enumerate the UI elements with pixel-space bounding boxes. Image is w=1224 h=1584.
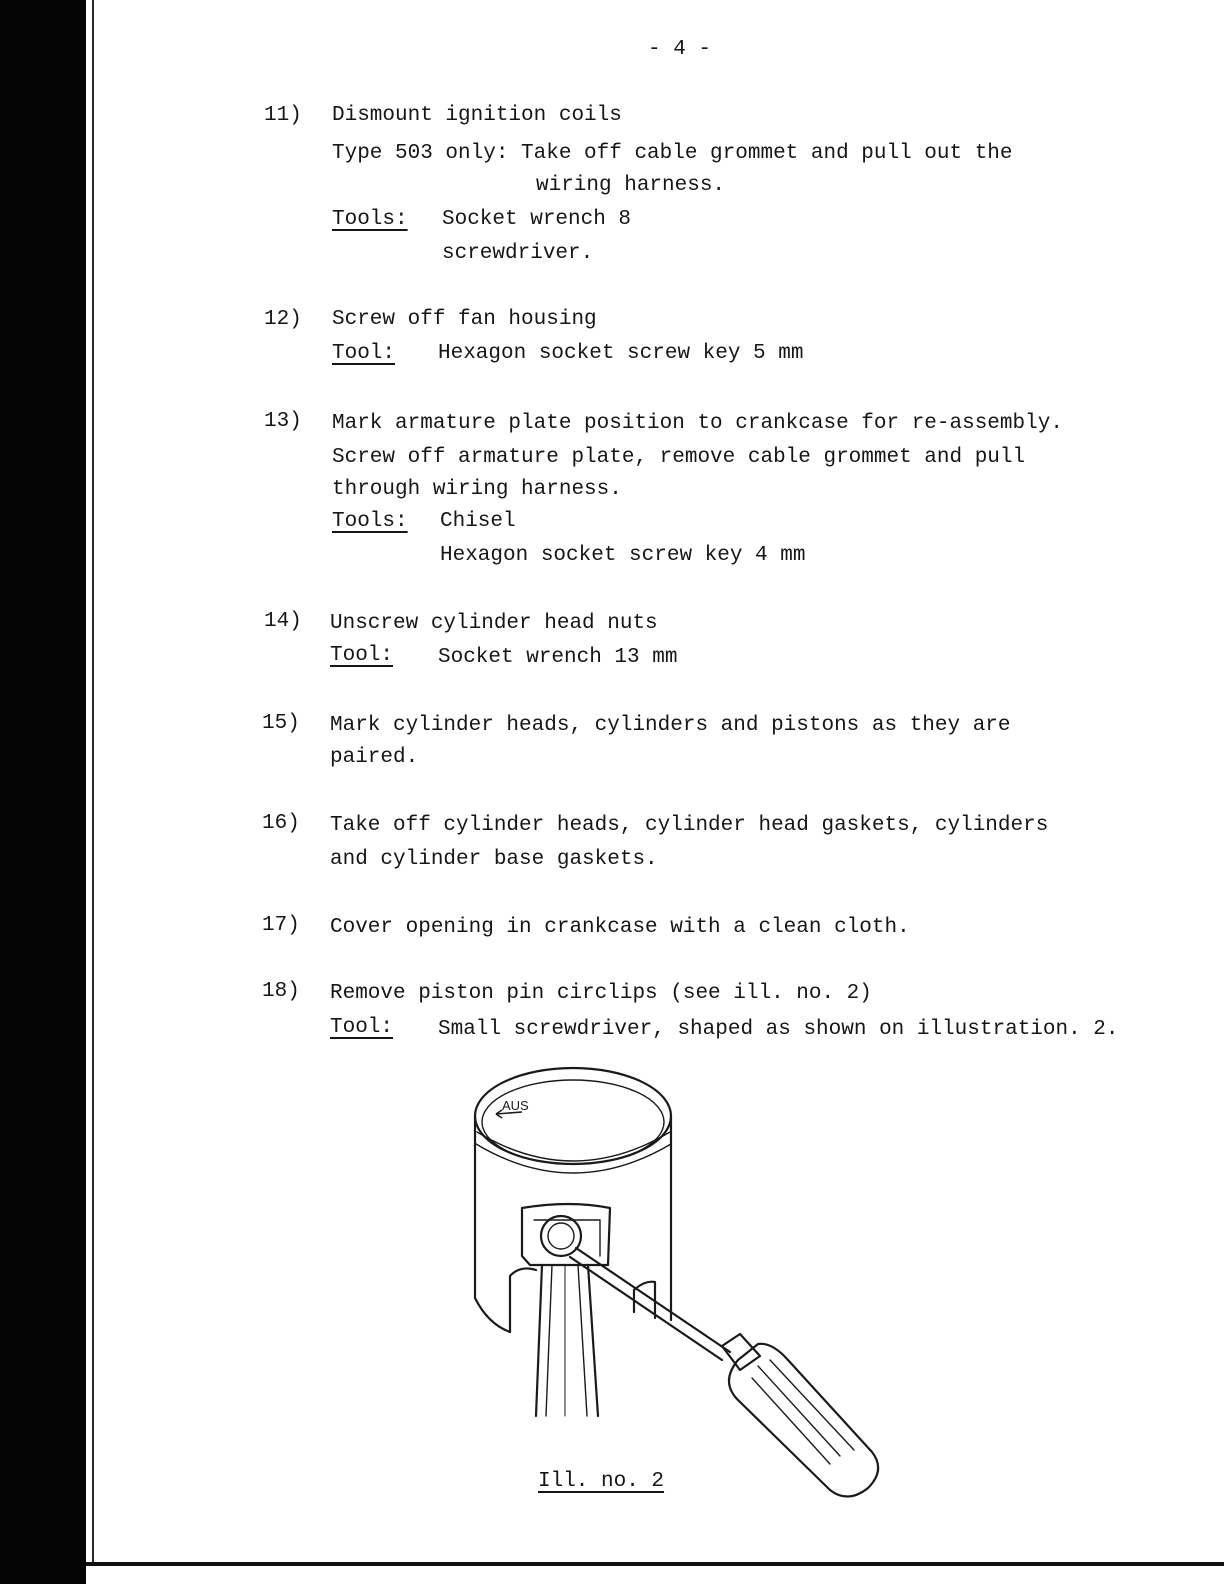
step-11-tool-1: Socket wrench 8 — [442, 208, 632, 231]
step-13-line-3: through wiring harness. — [332, 478, 622, 501]
step-12-number: 12) — [264, 308, 302, 331]
step-11-tool-2: screwdriver. — [442, 242, 594, 265]
piston-screwdriver-illustration — [440, 1060, 900, 1510]
piston-marking: AUS — [502, 1098, 529, 1113]
scan-margin-line — [92, 0, 94, 1566]
step-11-line-2: Type 503 only: Take off cable grommet and pull out the — [332, 142, 1013, 165]
scan-bottom-line — [86, 1562, 1224, 1566]
page-number: - 4 - — [648, 38, 712, 61]
step-15-line-2: paired. — [330, 746, 419, 769]
step-13-number: 13) — [264, 410, 302, 433]
step-12-tools-label: Tool: — [332, 342, 396, 365]
step-18-tool-1: Small screwdriver, shaped as shown on illustration. 2. — [438, 1018, 1119, 1041]
piston-pin — [541, 1216, 581, 1256]
step-17-number: 17) — [262, 914, 300, 937]
step-13-line-2: Screw off armature plate, remove cable grommet and pull — [332, 446, 1026, 469]
illustration-caption: Ill. no. 2 — [538, 1470, 665, 1493]
step-18-number: 18) — [262, 980, 300, 1003]
step-18-line-1: Remove piston pin circlips (see ill. no. 2) — [330, 982, 872, 1005]
screwdriver-handle — [729, 1344, 878, 1497]
step-13-tool-2: Hexagon socket screw key 4 mm — [440, 544, 806, 567]
step-15-line-1: Mark cylinder heads, cylinders and pistons as they are — [330, 714, 1011, 737]
step-16-line-1: Take off cylinder heads, cylinder head gaskets, cylinders — [330, 814, 1049, 837]
step-13-tools-label: Tools: — [332, 510, 408, 533]
step-11-line-3: wiring harness. — [536, 174, 726, 197]
scan-left-border — [0, 0, 86, 1584]
step-15-number: 15) — [262, 712, 300, 735]
piston-skirt-left — [475, 1116, 510, 1332]
step-11-number: 11) — [264, 104, 302, 127]
step-11-tools-label: Tools: — [332, 208, 408, 231]
step-14-tool-1: Socket wrench 13 mm — [438, 646, 678, 669]
step-14-tools-label: Tool: — [330, 644, 394, 667]
step-11-line-1: Dismount ignition coils — [332, 104, 622, 127]
step-16-line-2: and cylinder base gaskets. — [330, 848, 658, 871]
step-13-tool-1: Chisel — [440, 510, 516, 533]
step-14-line-1: Unscrew cylinder head nuts — [330, 612, 658, 635]
step-18-tools-label: Tool: — [330, 1016, 394, 1039]
step-13-line-1: Mark armature plate position to crankcase for re-assembly. — [332, 412, 1063, 435]
step-12-tool-1: Hexagon socket screw key 5 mm — [438, 342, 804, 365]
step-16-number: 16) — [262, 812, 300, 835]
step-14-number: 14) — [264, 610, 302, 633]
step-17-line-1: Cover opening in crankcase with a clean cloth. — [330, 916, 910, 939]
step-12-line-1: Screw off fan housing — [332, 308, 597, 331]
screwdriver-shaft — [576, 1248, 730, 1352]
